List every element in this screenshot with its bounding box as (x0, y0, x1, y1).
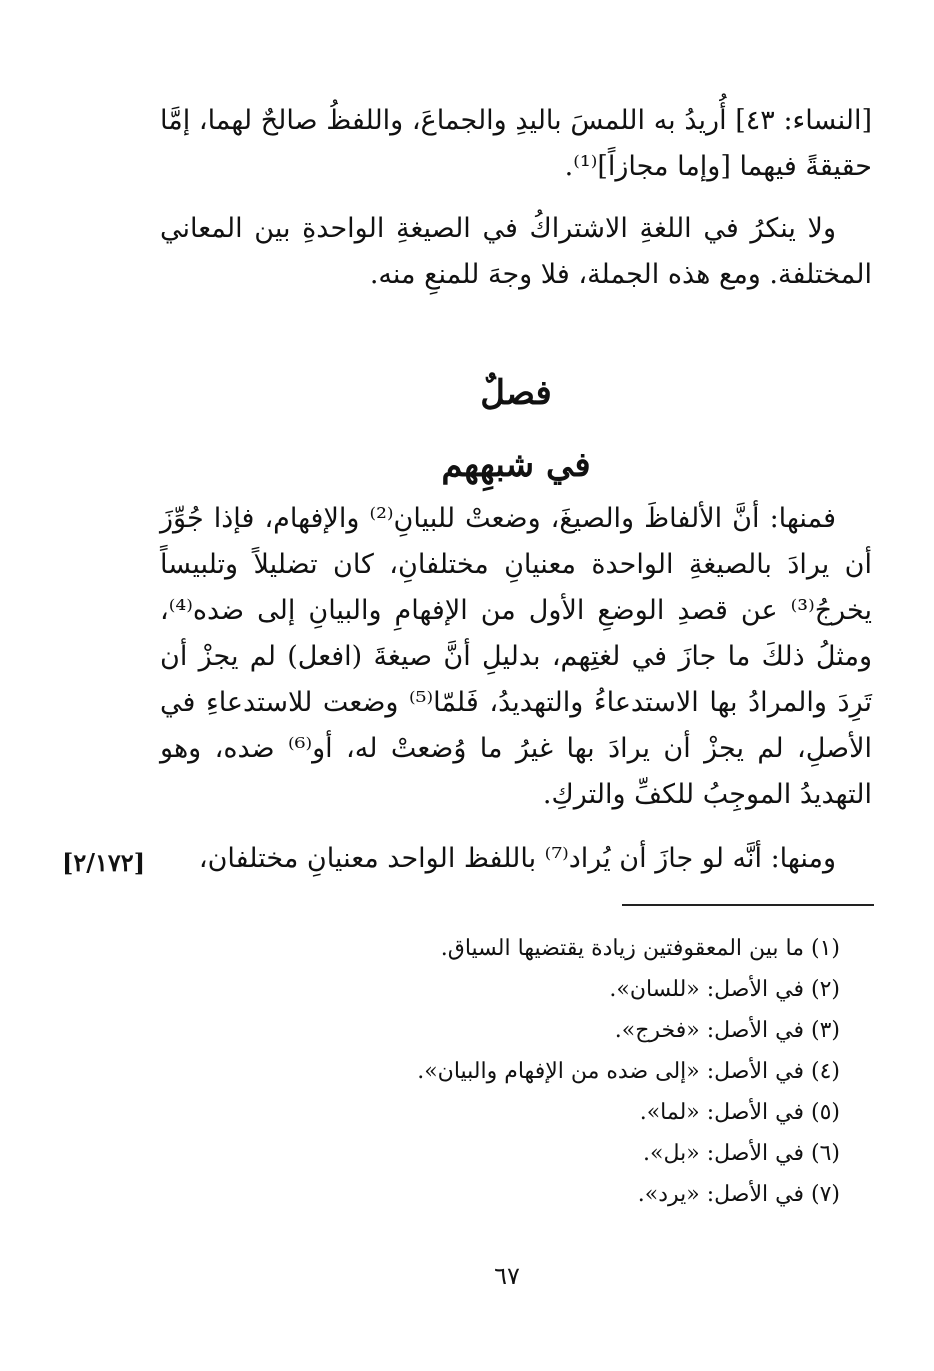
paragraph-ishtirak (160, 206, 872, 298)
section-subheading: في شبهِهم (441, 445, 591, 485)
footnote-item: (٥) في الأصل: «لما». (639, 1100, 840, 1125)
footnote-item: (٣) في الأصل: «فخرج». (614, 1018, 840, 1043)
footnote-item: (٦) في الأصل: «بل». (643, 1141, 840, 1166)
footnote-item: (٧) في الأصل: «يرد». (637, 1182, 840, 1207)
section-heading: فصلٌ (480, 373, 552, 413)
paragraph-second-argument (160, 836, 872, 882)
footnote-item: (٢) في الأصل: «للسان». (609, 977, 840, 1002)
paragraph-second-argument-text: ومنها: أنَّه لو جازَ أن يُراد⁽⁷⁾ باللفظ الواحد معنيانِ مختلفان، (198, 843, 836, 874)
paragraph-first-argument (160, 496, 872, 818)
paragraph-ishtirak-text: ولا ينكرُ في اللغةِ الاشتراكُ في الصيغةِ الواحدةِ بين المعاني المختلفة. ومع هذه الجملة، فلا وجهَ للمنعِ منه. (160, 213, 872, 290)
footnotes-list (300, 928, 840, 1215)
paragraph-first-argument-text: فمنها: أنَّ الألفاظَ والصيغَ، وضعتْ للبيانِ⁽²⁾ والإفهام، فإذا جُوِّزَ أن يرادَ بالصيغةِ الواحدة معنيانِ مختلفانِ، كان تضليلاً وتلبيساً يخرجُ⁽³⁾ عن قصدِ الوضعِ الأول من الإفهامِ والبيانِ إلى ضده⁽⁴⁾، ومثلُ ذلكَ ما جازَ في لغتِهم، بدليلِ أنَّ صيغةَ (افعل) لم يجزْ أن تَرِدَ والمرادُ بها الاستدعاءُ والتهديدُ، فَلمّا⁽⁵⁾ وضعت للاستدعاءِ في الأصلِ، لم يجزْ أن يرادَ بها غيرُ ما وُضعتْ له، أو⁽⁶⁾ ضده، وهو التهديدُ الموجِبُ للكفِّ والتركِ. (160, 503, 872, 810)
footnote-item: (١) ما بين المعقوفتين زيادة يقتضيها السياق. (440, 936, 840, 961)
manuscript-page-reference: [٢/١٧٢] (62, 848, 146, 877)
page-number: ٦٧ (494, 1262, 520, 1290)
footnote-item: (٤) في الأصل: «إلى ضده من الإفهام والبيان». (417, 1059, 840, 1084)
intro-paragraph: [النساء: ٤٣] أُريدُ به اللمسَ باليدِ والجماعَ، واللفظُ صالحٌ لهما، إمَّا حقيقةً فيهما [وإما مجازاً]⁽¹⁾. (160, 105, 872, 182)
footnote-divider (622, 904, 874, 906)
